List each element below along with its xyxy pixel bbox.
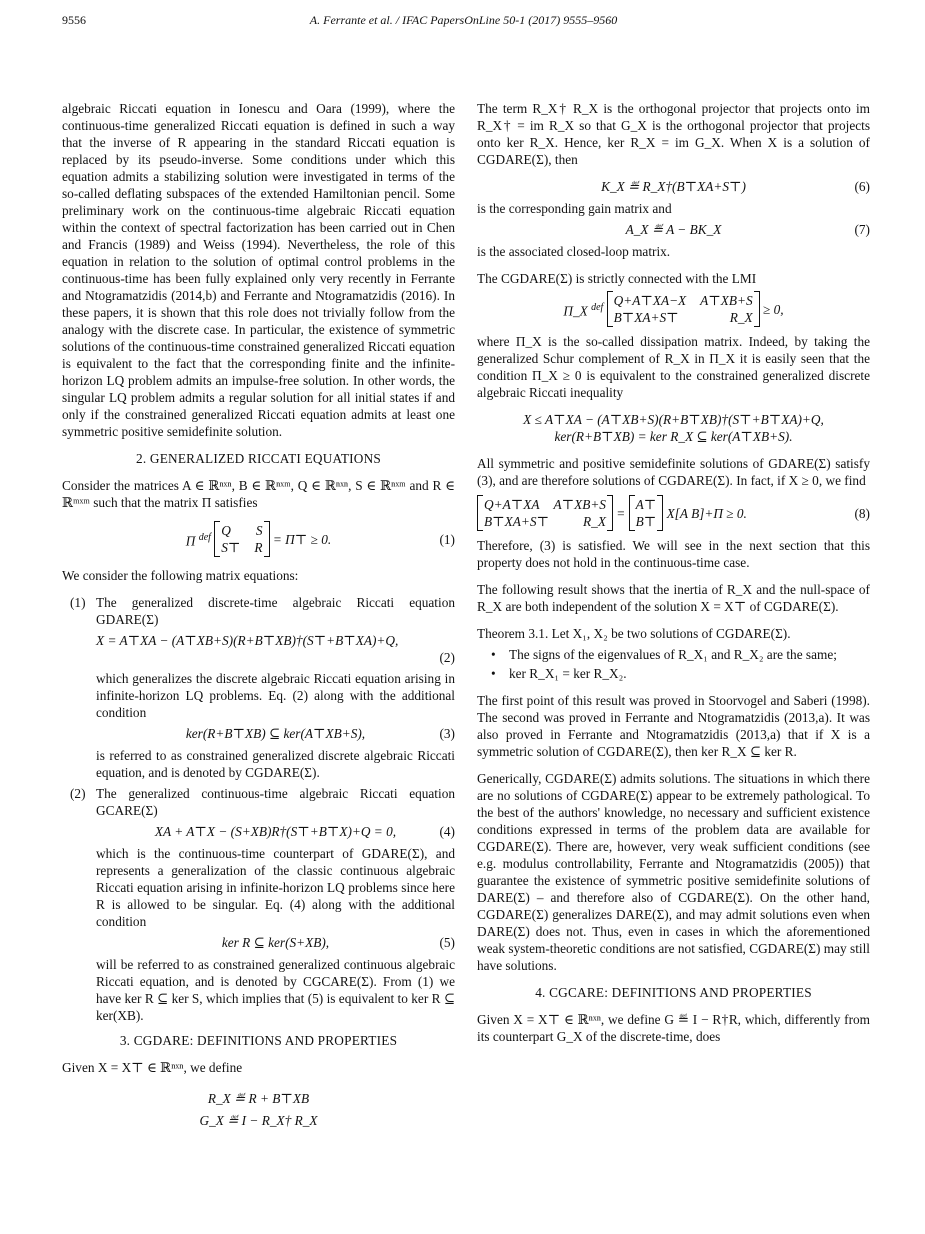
lmi-matrix [607,291,760,327]
running-header [62,12,865,30]
section-2-heading: 2. GENERALIZED RICCATI EQUATIONS [136,451,381,466]
equation-8 [477,495,870,531]
eq8-tail: X[A B]+Π ≥ 0. [666,505,747,521]
eq1-number: (1) [439,532,455,547]
section-4-heading: 4. CGCARE: DEFINITIONS AND PROPERTIES [535,985,812,1000]
given-text: Given X = X⊤ ∈ ℝⁿˣⁿ, we define [62,1060,243,1075]
eq1-m12: S [255,523,263,538]
lmi-m21: B⊤XA+S⊤ [613,310,679,325]
generically-text: Generically, CGDARE(Σ) admits solutions. The situations in which there are no solutions of CGDARE(Σ) appear to be extremely pathological. To the best of the authors' knowledge, no necessary and sufficient existence conditions expressed in terms of the problem data are available for CGDARE(Σ). There are, however, very weak sufficient conditions (see e.g. modulus controllability, Ferrante and Ntogramatzidis (2005)) that guarantee the existence of symmetric positive semidefinite solutions of DARE(Σ) – and therefore also of CGDARE(Σ). On the other hand, CGDARE(Σ) generalizes DARE(Σ), and may admit solutions even when DARE(Σ) does not. Thus, even in cases in which the aforementioned weak system-theoretic conditions are not satisfied, CGDARE(Σ) may still have solutions. [477,771,870,973]
lmi-lhs: Π_X [563,303,588,319]
lmi-text: The CGDARE(Σ) is strictly connected with the LMI [477,271,757,286]
page-number: 9556 [62,13,86,27]
lmi-m22: R_X [729,310,753,325]
eq1-m11: Q [221,523,231,538]
eq8-v1: A⊤ [635,497,657,512]
given-g-text: Given X = X⊤ ∈ ℝⁿˣⁿ, we define G ≝ I − R†R, which, differently from its counterpart G_X of the discrete-time, does [477,1012,870,1044]
running-title: A. Ferrante et al. / IFAC PapersOnLine 50-1 (2017) 9555–9560 [309,13,618,27]
riccati-inequality [477,411,870,445]
eq2-number: (2) [439,650,455,665]
eq6-number: (6) [854,179,870,194]
ineq-line-1: X ≤ A⊤XA − (A⊤XB+S)(R+B⊤XB)†(S⊤+B⊤XA)+Q, [523,412,824,427]
projector-paragraph: The term R_X† R_X is the orthogonal projector that projects onto im R_X† = im R_X so that G_X is the orthogonal projector that projects onto ker R_X. Hence, ker R_X = im G_X. When X is a solution of CGDARE(Σ), then [477,101,870,167]
eq7-number: (7) [854,222,870,237]
right-column [477,100,870,1055]
lmi-m12: A⊤XB+S [700,293,753,308]
eq8-equals: = [616,505,626,521]
theorem-bullet-1: • The signs of the eigenvalues of R_X₁ and R_X₂ are the same; [491,647,837,662]
eq4-expr: XA + A⊤X − (S+XB)R†(S⊤+B⊤X)+Q = 0, [154,824,397,839]
equation-6 [477,178,870,196]
eq8-matrix [477,495,613,531]
eq8-vector [629,495,664,531]
lmi-equation: Π_X $^{def}$ Q+A⊤XA−X A⊤XB+S B⊤XA+S⊤ R_X ≥ 0, [563,293,784,325]
section-3-heading: 3. CGDARE: DEFINITIONS AND PROPERTIES [119,1033,398,1048]
closed-loop-text: is the associated closed-loop matrix. [477,244,671,259]
item-2-cont: which is the continuous-time counterpart of GDARE(Σ), and represents a generalization of the classic continuous algebraic Riccati equation arising in infinite-horizon LQ problems since here R is allowed to be singular. Eq. (4) along with the additional condition [96,846,455,929]
equation-4 [96,823,455,841]
item-1-cont: which generalizes the discrete algebraic Riccati equation arising in infinite-horizon LQ problems. Eq. (2) along with the additional condition [96,671,455,720]
therefore-text: Therefore, (3) is satisfied. We will see in the next section that this property does not hold in the continuous-time case. [477,538,870,570]
we-consider: We consider the following matrix equations: [62,568,299,583]
all-symmetric-text: All symmetric and positive semidefinite solutions of GDARE(Σ) satisfy (3), and are therefore solutions of CGDARE(Σ). In fact, if X ≥ 0, we find [477,456,870,488]
gain-text: is the corresponding gain matrix and [477,201,672,216]
item-1-end: is referred to as constrained generalized discrete algebraic Riccati equation, and is denoted by CGDARE(Σ). [96,748,455,780]
eq6-expr: K_X ≝ R_X†(B⊤XA+S⊤) [601,179,746,194]
item-1-text: The generalized discrete-time algebraic Riccati equation GDARE(Σ) [96,595,455,627]
item-2-text: The generalized continuous-time algebraic Riccati equation GCARE(Σ) [96,786,455,818]
ineq-line-2: ker(R+B⊤XB) = ker R_X ⊆ ker(A⊤XB+S). [554,429,793,444]
list-item-2 [62,785,455,1024]
eq7-expr: A_X ≝ A − BK_X [625,222,722,237]
eq4-number: (4) [439,824,455,839]
first-point-text: The first point of this result was proved in Stoorvogel and Saberi (1998). The second was proved in Ferrante and Ntogramatzidis (2013,a). It was also proved in Ferrante and Ntogramatzidis (2013,a) that if X is a symmetric solution of CGDARE(Σ), then ker R_X ⊆ ker R. [477,693,870,759]
def-gx: G_X ≝ I − R_X† R_X [199,1113,318,1128]
lmi-m11: Q+A⊤XA−X [613,293,687,308]
eq8-m22: R_X [583,514,606,529]
definition-gx [62,1112,455,1130]
eq1-m21: S⊤ [221,540,241,555]
theorem-bullet-2: • ker R_X₁ = ker R_X₂. [491,666,627,681]
equation-5 [96,934,455,952]
following-text: The following result shows that the inertia of R_X and the null-space of R_X are both independent of the solution X = X⊤ of CGDARE(Σ). [477,582,870,614]
item-2-label: (2) [70,786,86,801]
equation-7 [477,221,870,239]
eq3-number: (3) [439,726,455,741]
theorem-statement: Theorem 3.1. Let X₁, X₂ be two solutions of CGDARE(Σ). [477,626,791,641]
eq8-m12: A⊤XB+S [553,497,606,512]
eq8-v2: B⊤ [635,514,657,529]
bullet-2-text: ker R_X₁ = ker R_X₂. [509,666,627,681]
lmi-rhs: ≥ 0, [763,301,784,317]
def-rx: R_X ≝ R + B⊤XB [207,1091,310,1106]
equation-1: Π $^{def}$ Q S S⊤ R = Π⊤ ≥ 0. (1) [185,523,455,555]
eq1-rhs: = Π⊤ ≥ 0. [272,531,332,547]
dissipation-text: where Π_X is the so-called dissipation matrix. Indeed, by taking the generalized Schur complement of R_X in Π_X it is easily seen that the condition Π_X ≥ 0 is equivalent to the constrained generalized discrete algebraic Riccati inequality [477,334,870,400]
item-1-label: (1) [70,595,86,610]
eq8-number: (8) [854,506,870,521]
eq8-m11: Q+A⊤XA [484,497,540,512]
left-column [62,100,455,1134]
eq1-m22: R [254,540,263,555]
eq5-expr: ker R ⊆ ker(S+XB), [221,935,330,950]
eq1-matrix [214,521,269,557]
list-item-1 [62,594,455,781]
eq3-expr: ker(R+B⊤XB) ⊆ ker(A⊤XB+S), [185,726,366,741]
eq8-m21: B⊤XA+S⊤ [484,514,549,529]
equation-2 [96,632,455,666]
definition-rx [62,1090,455,1108]
equation-3 [96,725,455,743]
bullet-1-text: The signs of the eigenvalues of R_X₁ and R_X₂ are the same; [509,647,837,662]
eq2-expr: X = A⊤XA − (A⊤XB+S)(R+B⊤XB)†(S⊤+B⊤XA)+Q, [96,633,399,648]
intro-paragraph: algebraic Riccati equation in Ionescu and Oara (1999), where the continuous-time generalized Riccati equation is defined in such a way that the inverse of R appearing in the standard Riccati equation is replaced by its pseudo-inverse. Some conditions under which this equation admits a stabilizing solution were investigated in terms of the so-called deflating subspaces of the extended Hamiltonian pencil. Some preliminary work on the continuous-time algebraic Riccati equation within the context of spectral factorization has been carried out in Chen and Francis (1989) and Weiss (1994). Nevertheless, the role of this equation in relation to the solution of optimal control problems in the continuous-time has been fully explained only very recently in Ferrante and Ntogramatzidis (2014,b) and Ferrante and Ntogramatzidis (2016). In these papers, it is shown that this role does not trivially follow from the analogy with the discrete case. In particular, the existence of symmetric solutions of the continuous-time constrained generalized Riccati equation is equivalent to the fact that the corresponding finite and the infinite-horizon LQ problem admits an impulse-free solution. In other words, the singular LQ problem admits a regular solution for all initial states if and only if the constrained generalized Riccati equation admits at least one symmetric positive semidefinite solution. [62,101,455,439]
item-2-end: will be referred to as constrained generalized continuous algebraic Riccati equation, and is denoted by CGCARE(Σ). From (1) we have ker R ⊆ ker S, which implies that (5) is equivalent to ker R ⊆ ker(XB). [96,957,455,1023]
eq1-lhs: Π [185,533,196,549]
eq5-number: (5) [439,935,455,950]
consider-text: Consider the matrices A ∈ ℝⁿˣⁿ, B ∈ ℝⁿˣᵐ, Q ∈ ℝⁿˣⁿ, S ∈ ℝⁿˣᵐ and R ∈ ℝᵐˣᵐ such that the matrix Π satisfies [62,478,455,510]
